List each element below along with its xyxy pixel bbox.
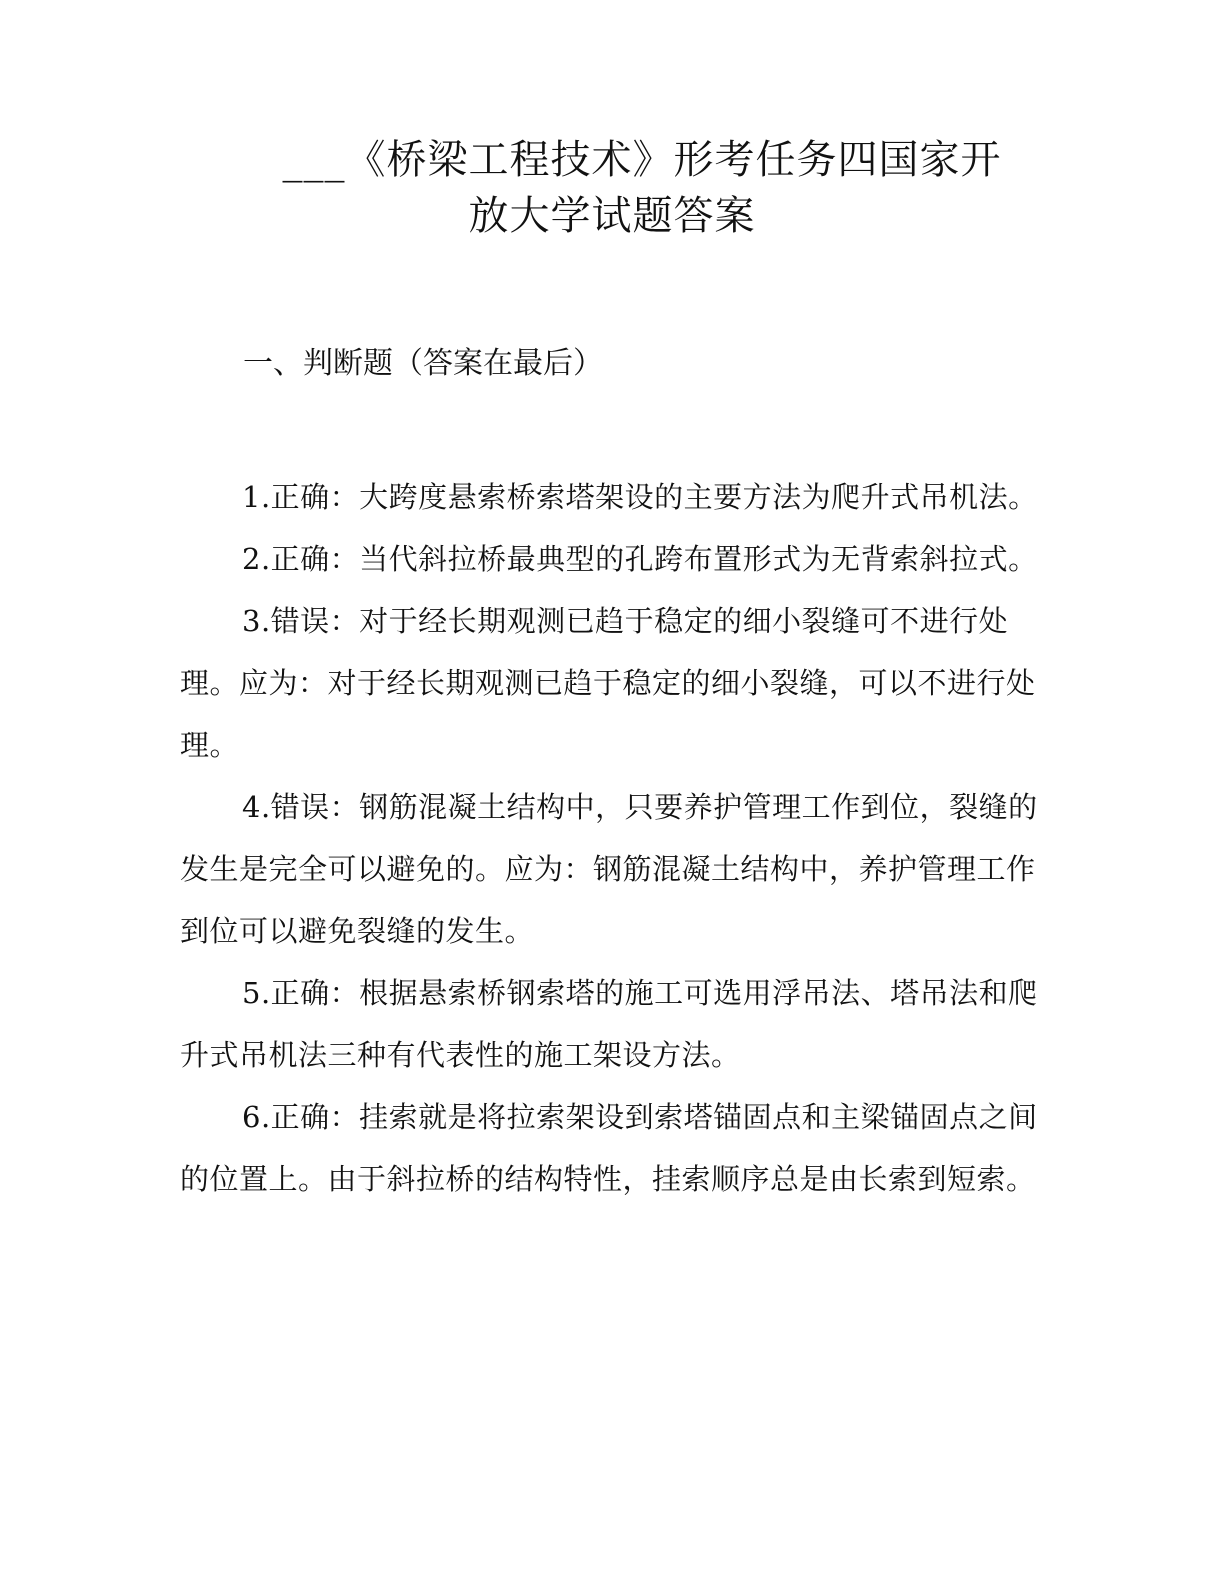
answer-item-6: 6.正确：挂索就是将拉索架设到索塔锚固点和主梁锚固点之间的位置上。由于斜拉桥的结构特性，挂索顺序总是由长索到短索。 — [180, 1100, 1038, 1196]
page-title-line-2: 放大学试题答案 — [468, 193, 756, 239]
page-title — [150, 132, 1074, 244]
answer-item-3: 3.错误：对于经长期观测已趋于稳定的细小裂缝可不进行处理。应为：对于经长期观测已趋于稳定的细小裂缝，可以不进行处理。 — [180, 604, 1036, 762]
answer-item-4: 4.错误：钢筋混凝土结构中，只要养护管理工作到位，裂缝的发生是完全可以避免的。应为：钢筋混凝土结构中，养护管理工作到位可以避免裂缝的发生。 — [180, 790, 1038, 948]
answer-item-5: 5.正确：根据悬索桥钢索塔的施工可选用浮吊法、塔吊法和爬升式吊机法三种有代表性的施工架设方法。 — [180, 976, 1038, 1072]
answer-item-2: 2.正确：当代斜拉桥最典型的孔跨布置形式为无背索斜拉式。 — [242, 542, 1038, 576]
page-title-line-1: ___《桥梁工程技术》形考任务四国家开 — [282, 137, 1002, 183]
answer-item-1: 1.正确：大跨度悬索桥索塔架设的主要方法为爬升式吊机法。 — [242, 480, 1038, 514]
section-heading: 一、判断题（答案在最后） — [243, 346, 603, 381]
answer-list — [180, 466, 1050, 1210]
